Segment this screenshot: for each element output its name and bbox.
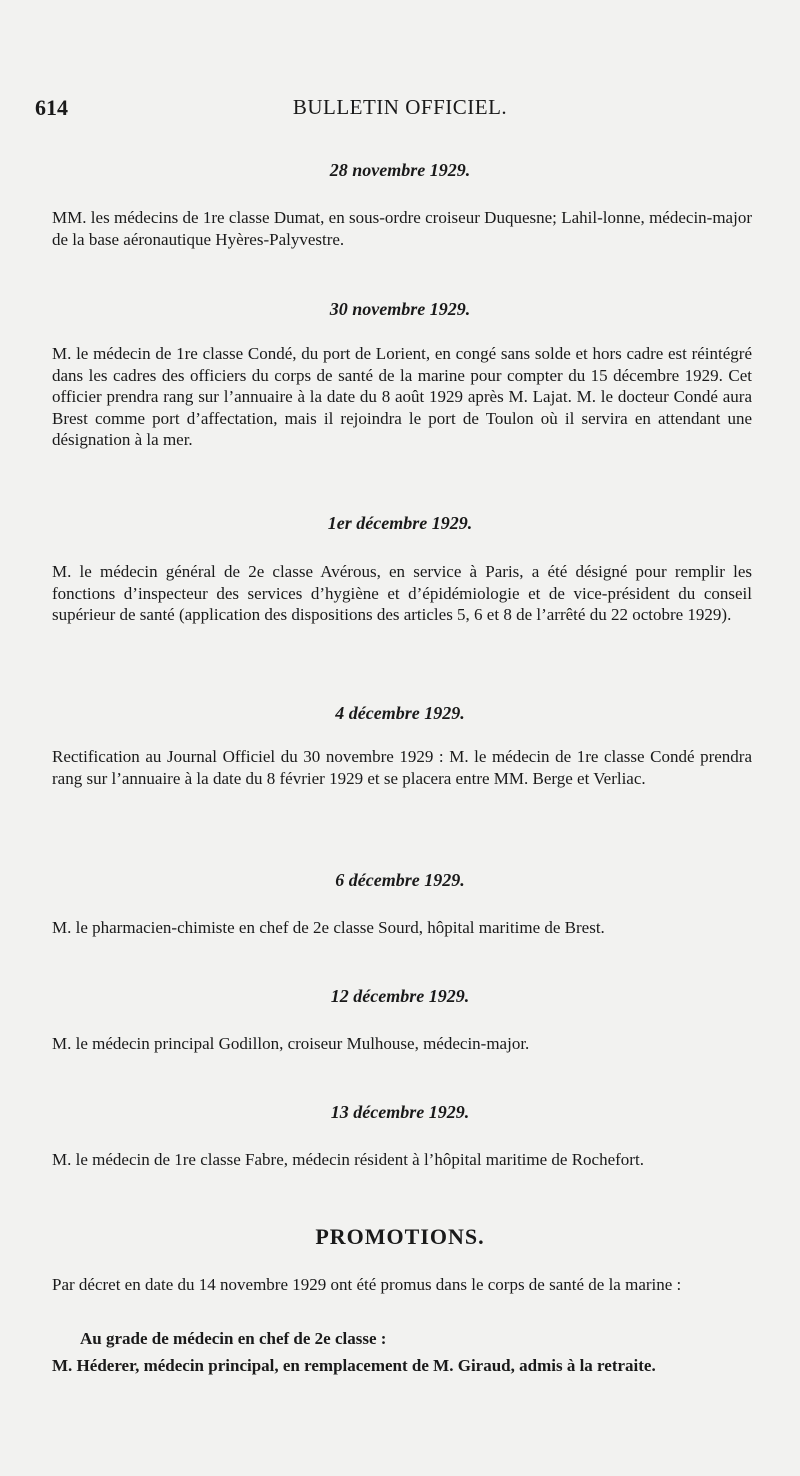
running-title: BULLETIN OFFICIEL. (292, 95, 508, 119)
entry-date: 6 décembre 1929. (335, 870, 465, 890)
entry-paragraph: M. le médecin général de 2e classe Avérous, en service à Paris, a été désigné pour remplir les fonctions d’inspecteur des services d’hygiène et d’épidémiologie et de vice-président du conseil supérieur de santé (application des dispositions des articles 5, 6 et 8 de l’arrêté du 22 octobre 1929). (52, 562, 752, 624)
page-header (35, 95, 765, 125)
entry-paragraph: M. le médecin principal Godillon, croiseur Mulhouse, médecin-major. (52, 1034, 530, 1053)
section-heading: PROMOTIONS. (315, 1224, 485, 1249)
entry-date: 28 novembre 1929. (329, 160, 471, 180)
entry-date: 12 décembre 1929. (330, 986, 470, 1006)
page-number: 614 (35, 95, 68, 120)
entry-date: 4 décembre 1929. (335, 703, 465, 723)
entry-date: 1er décembre 1929. (327, 513, 473, 533)
promotions-item: M. Héderer, médecin principal, en remplacement de M. Giraud, admis à la retraite. (52, 1356, 656, 1375)
entry-paragraph: M. le médecin de 1re classe Condé, du port de Lorient, en congé sans solde et hors cadre est réintégré dans les cadres des officiers du corps de santé de la marine pour compter du 15 décembre 1929. Cet officier prendra rang sur l’annuaire à la date du 8 août 1929 après M. Lajat. M. le docteur Condé aura Brest comme port d’affectation, mais il rejoindra le port de Toulon où il servira en attendant une désignation à la mer. (52, 344, 752, 449)
entry-date: 13 décembre 1929. (330, 1102, 470, 1122)
entry-paragraph: MM. les médecins de 1re classe Dumat, en sous-ordre croiseur Duquesne; Lahil-lonne, médecin-major de la base aéronautique Hyères-Palyvestre. (52, 208, 752, 249)
entry-paragraph: Rectification au Journal Officiel du 30 novembre 1929 : M. le médecin de 1re classe Condé prendra rang sur l’annuaire à la date du 8 février 1929 et se placera entre MM. Berge et Verliac. (52, 747, 752, 788)
promotions-intro: Par décret en date du 14 novembre 1929 ont été promus dans le corps de santé de la marine : (52, 1275, 682, 1294)
entry-paragraph: M. le médecin de 1re classe Fabre, médecin résident à l’hôpital maritime de Rochefort. (52, 1150, 644, 1169)
entry-paragraph: M. le pharmacien-chimiste en chef de 2e classe Sourd, hôpital maritime de Brest. (52, 918, 605, 937)
entry-date: 30 novembre 1929. (329, 299, 471, 319)
promotions-grade: Au grade de médecin en chef de 2e classe : (80, 1329, 387, 1348)
